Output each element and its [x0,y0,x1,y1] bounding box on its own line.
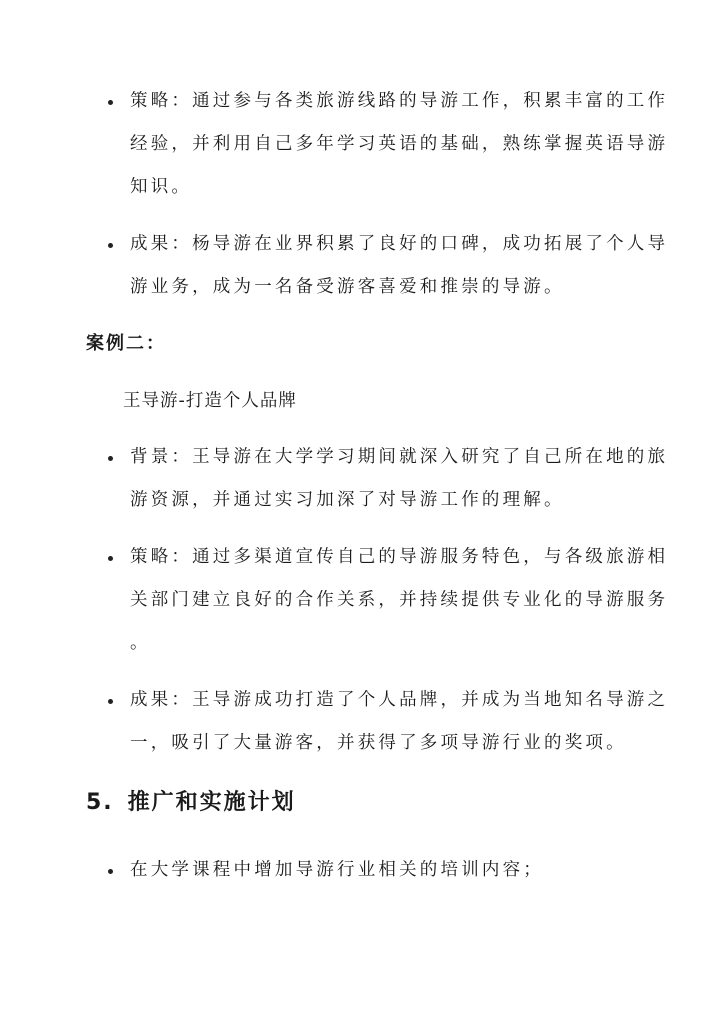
text-line: 背景：王导游在大学学习期间就深入研究了自己所在地的旅 [130,447,669,467]
text-line: 成果：杨导游在业界积累了良好的口碑，成功拓展了个人导 [130,234,669,254]
bullet-icon [108,100,113,105]
case2-subtitle: 王导游-打造个人品牌 [123,391,297,411]
section-title-text: 推广和实施计划 [127,790,296,815]
text-line: 策略：通过多渠道宣传自己的导游服务特色，与各级旅游相 [130,547,669,567]
section-title [86,789,296,817]
text-line: 。 [130,633,151,653]
text-line: 关部门建立良好的合作关系，并持续提供专业化的导游服务 [130,590,669,610]
text-line: 游资源，并通过实习加深了对导游工作的理解。 [130,490,565,510]
text-line: 经验，并利用自己多年学习英语的基础，熟练掌握英语导游 [130,134,669,154]
section-number: 5. [86,790,114,815]
bullet-icon [108,556,113,561]
text-line: 游业务，成为一名备受游客喜爱和推崇的导游。 [130,277,565,297]
text-line: 成果：王导游成功打造了个人品牌，并成为当地知名导游之 [130,690,669,710]
bullet-icon [108,699,113,704]
text-line: 知识。 [130,177,193,197]
text-line: 一，吸引了大量游客，并获得了多项导游行业的奖项。 [130,733,627,753]
case2-heading: 案例二： [86,333,166,354]
bullet-icon [108,869,113,874]
bullet-icon [108,243,113,248]
text-line: 策略：通过参与各类旅游线路的导游工作，积累丰富的工作 [130,91,669,111]
bullet-icon [108,456,113,461]
text-line: 在大学课程中增加导游行业相关的培训内容； [130,860,544,880]
